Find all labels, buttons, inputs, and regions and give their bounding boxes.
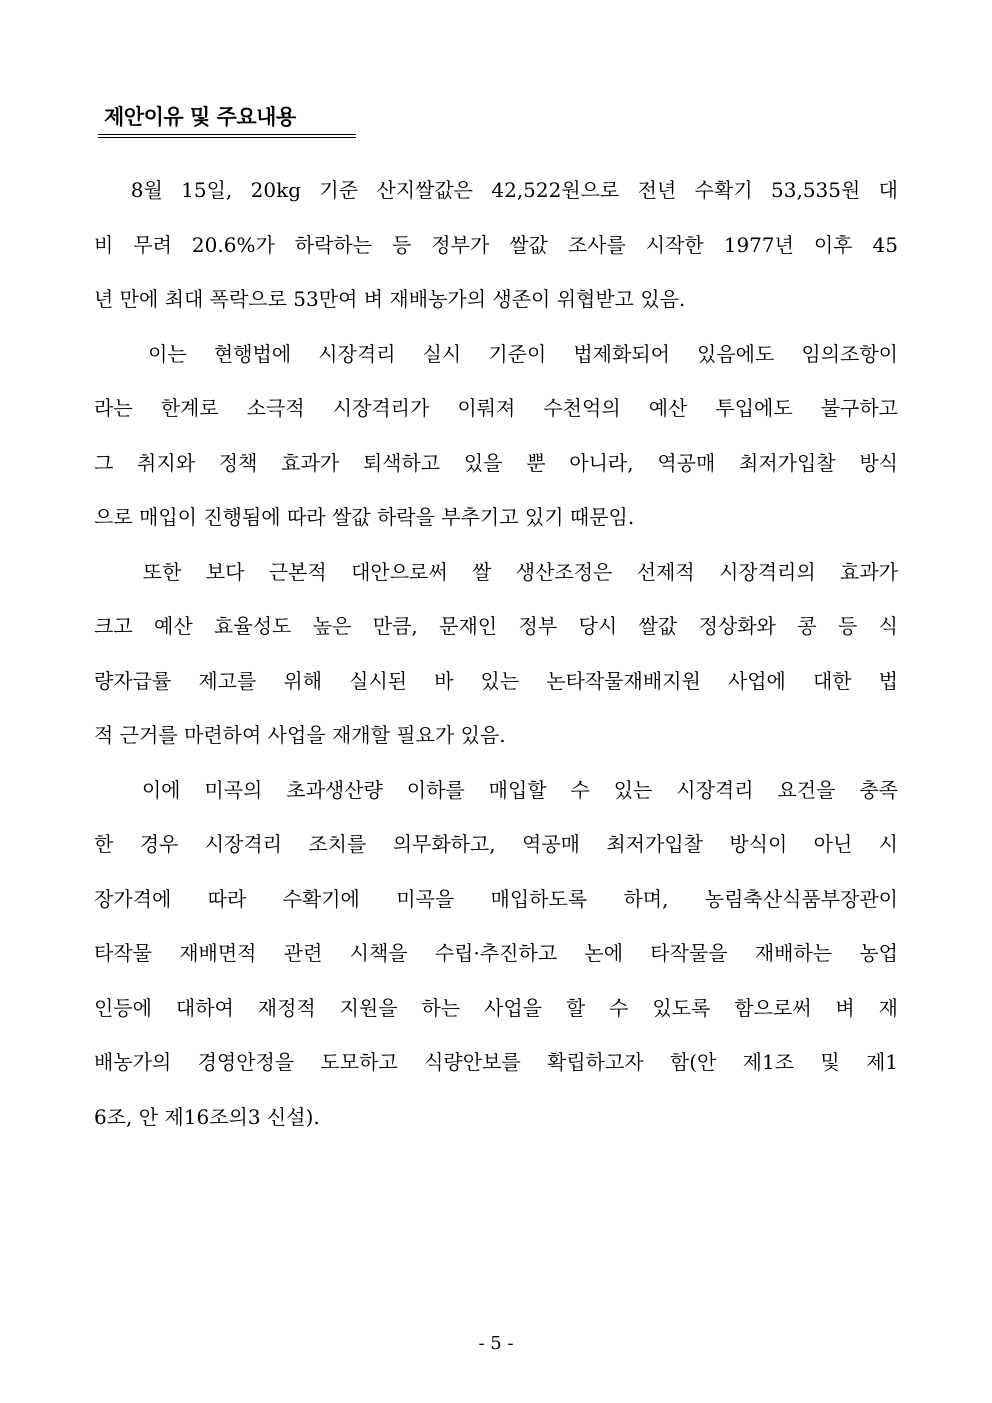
text-line: 비 무려 20.6%가 하락하는 등 정부가 쌀값 조사를 시작한 1977년 이후 45: [94, 232, 898, 257]
paragraph-1: [94, 163, 898, 327]
text-line: 한 경우 시장격리 조치를 의무화하고, 역공매 최저가입찰 방식이 아닌 시: [94, 832, 898, 856]
text-line: 이에 미곡의 초과생산량 이하를 매입할 수 있는 시장격리 요건을 충족: [94, 777, 898, 802]
text-line: 타작물 재배면적 관련 시책을 수립·추진하고 논에 타작물을 재배하는 농업: [94, 941, 898, 965]
text-line: 적 근거를 마련하여 사업을 재개할 필요가 있음.: [94, 723, 506, 747]
text-line: 이는 현행법에 시장격리 실시 기준이 법제화되어 있음에도 임의조항이: [94, 341, 898, 366]
text-line: 그 취지와 정책 효과가 퇴색하고 있을 뿐 아니라, 역공매 최저가입찰 방식: [94, 450, 898, 475]
text-line: 으로 매입이 진행됨에 따라 쌀값 하락을 부추기고 있기 때문임.: [94, 505, 635, 529]
text-line: 량자급률 제고를 위해 실시된 바 있는 논타작물재배지원 사업에 대한 법: [94, 668, 898, 693]
text-line: 라는 한계로 소극적 시장격리가 이뤄져 수천억의 예산 투입에도 불구하고: [94, 396, 898, 420]
title-double-underline: [98, 134, 356, 138]
paragraph-3: [94, 545, 898, 763]
paragraph-4: [94, 763, 898, 1145]
section-title: 제안이유 및 주요내용: [104, 105, 296, 129]
text-line: 인등에 대하여 재정적 지원을 하는 사업을 할 수 있도록 함으로써 벼 재: [94, 995, 898, 1020]
text-line: 배농가의 경영안정을 도모하고 식량안보를 확립하고자 함(안 제1조 및 제1: [94, 1050, 898, 1074]
text-line: 크고 예산 효율성도 높은 만큼, 문재인 정부 당시 쌀값 정상화와 콩 등 식: [94, 614, 898, 638]
section-heading: [98, 100, 356, 138]
text-line: 년 만에 최대 폭락으로 53만여 벼 재배농가의 생존이 위협받고 있음.: [94, 287, 686, 311]
page-number: - 5 -: [478, 1333, 514, 1354]
paragraph-2: [94, 327, 898, 545]
document-body: [94, 163, 898, 1144]
text-line: 6조, 안 제16조의3 신설).: [94, 1104, 320, 1129]
text-line: 또한 보다 근본적 대안으로써 쌀 생산조정은 선제적 시장격리의 효과가: [94, 559, 898, 584]
text-line: 8월 15일, 20kg 기준 산지쌀값은 42,522원으로 전년 수확기 53,535원 대: [94, 178, 898, 202]
text-line: 장가격에 따라 수확기에 미곡을 매입하도록 하며, 농림축산식품부장관이: [94, 886, 898, 911]
